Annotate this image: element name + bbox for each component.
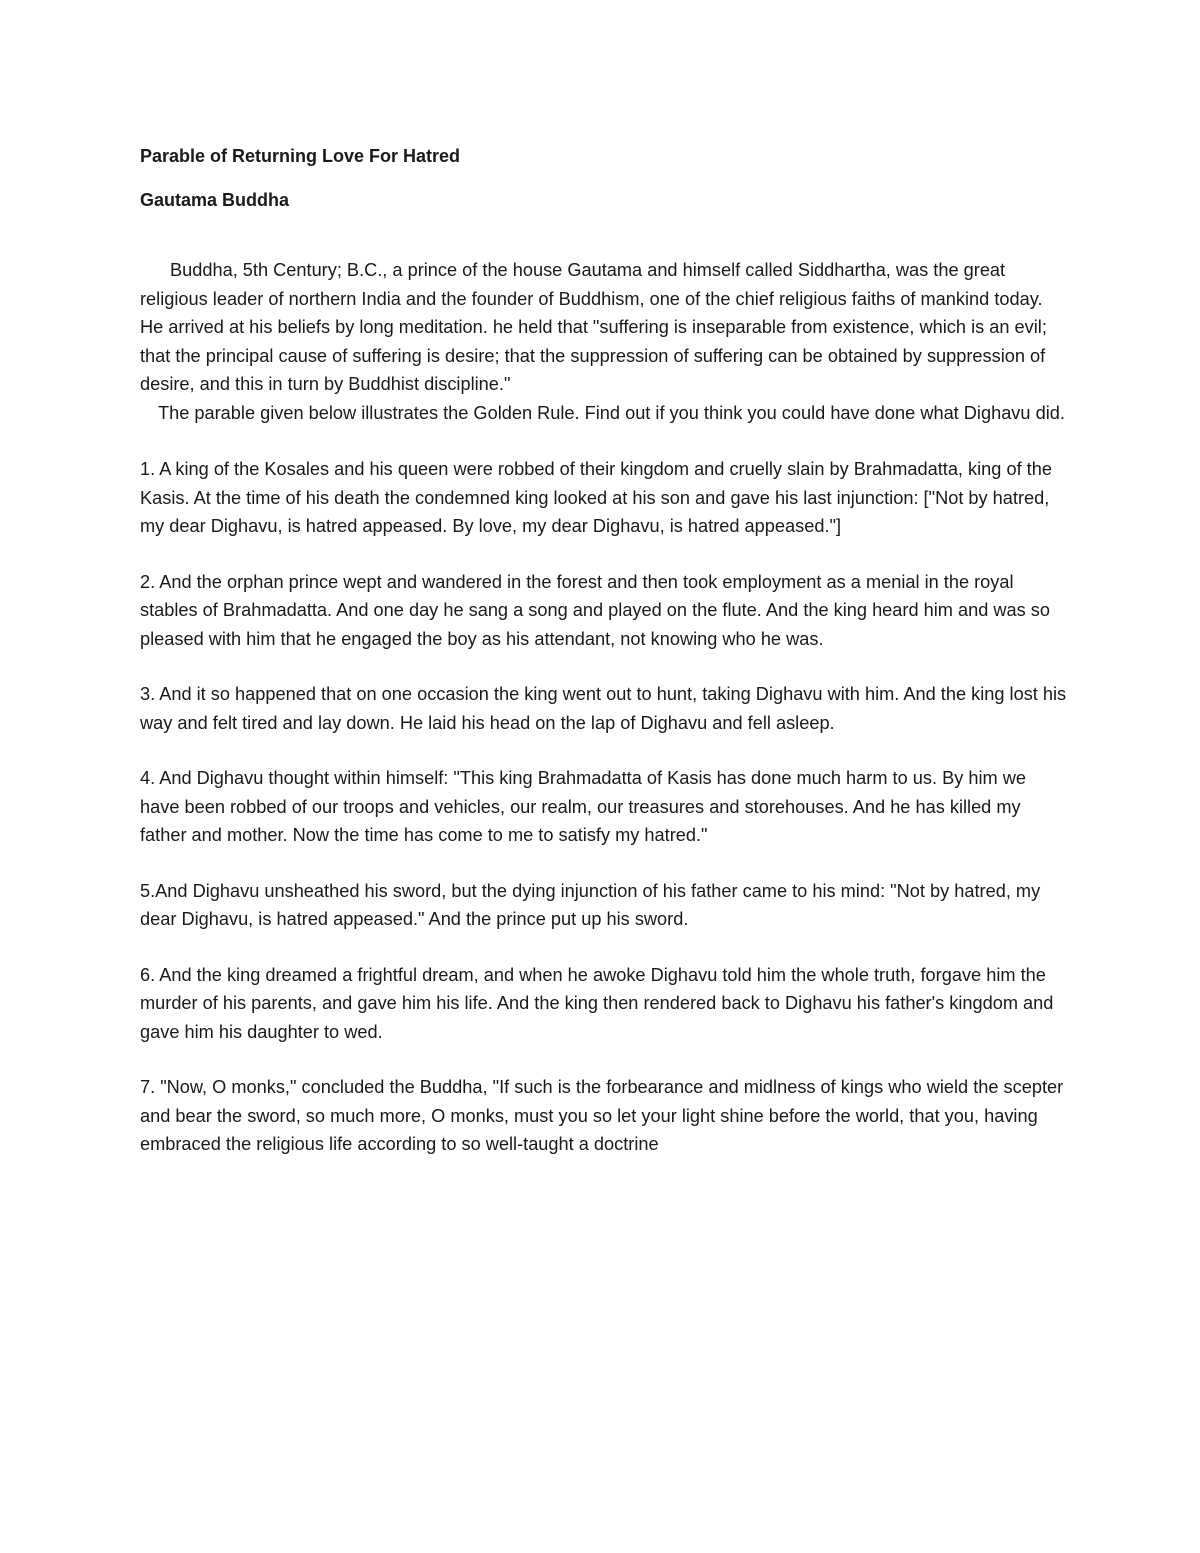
numbered-paragraph-7: 7. "Now, O monks," concluded the Buddha, "If such is the forbearance and midlness of kings who wield the scepter and bear the sword, so much more, O monks, must you so let your light shine before the world, that you, having embraced the religious life according to so well-taught a doctrine	[140, 1077, 1064, 1154]
numbered-paragraph-6: 6. And the king dreamed a frightful dream, and when he awoke Dighavu told him the whole truth, forgave him the murder of his parents, and gave him his life. And the king then rendered back to Dighavu his father's kingdom and gave him his daughter to wed.	[140, 964, 1054, 1042]
numbered-paragraph-5: 5.And Dighavu unsheathed his sword, but the dying injunction of his father came to his mind: "Not by hatred, my dear Dighavu, is hatred appeased." And the prince put up his sword.	[140, 880, 1041, 929]
intro-paragraph: Buddha, 5th Century; B.C., a prince of the house Gautama and himself called Siddhartha, was the great religious leader of northern India and the founder of Buddhism, one of the chief religious faiths of mankind today. He arrived at his beliefs by long meditation. he held that "suffering is inseparable from existence, which is an evil; that the principal cause of suffering is desire; that the suppression of suffering can be obtained by suppression of desire, and this in turn by Buddhist discipline."	[140, 260, 1047, 394]
intro-paragraph: The parable given below illustrates the Golden Rule. Find out if you think you could have done what Dighavu did.	[158, 402, 1065, 423]
numbered-paragraph-2: 2. And the orphan prince wept and wandered in the forest and then took employment as a menial in the royal stables of Brahmadatta. And one day he sang a song and played on the flute. And the king heard him and was so pleased with him that he engaged the boy as his attendant, not knowing who he was.	[140, 571, 1051, 649]
numbered-paragraph-4: 4. And Dighavu thought within himself: "This king Brahmadatta of Kasis has done much harm to us. By him we have been robbed of our troops and vehicles, our realm, our treasures and storehouses. And he has killed my father and mother. Now the time has come to me to satisfy my hatred."	[140, 768, 1026, 845]
document-title: Parable of Returning Love For Hatred	[140, 146, 461, 166]
numbered-paragraph-3: 3. And it so happened that on one occasion the king went out to hunt, taking Dighavu with him. And the king lost his way and felt tired and lay down. He laid his head on the lap of Dighavu and fell asleep.	[140, 684, 1067, 733]
document-author: Gautama Buddha	[140, 190, 290, 210]
numbered-paragraph-1: 1. A king of the Kosales and his queen were robbed of their kingdom and cruelly slain by Brahmadatta, king of the Kasis. At the time of his death the condemned king looked at his son and gave his last injunction: ["Not by hatred, my dear Dighavu, is hatred appeased. By love, my dear Dighavu, is hatred appeased."]	[140, 459, 1052, 536]
document-page	[140, 142, 1070, 1159]
